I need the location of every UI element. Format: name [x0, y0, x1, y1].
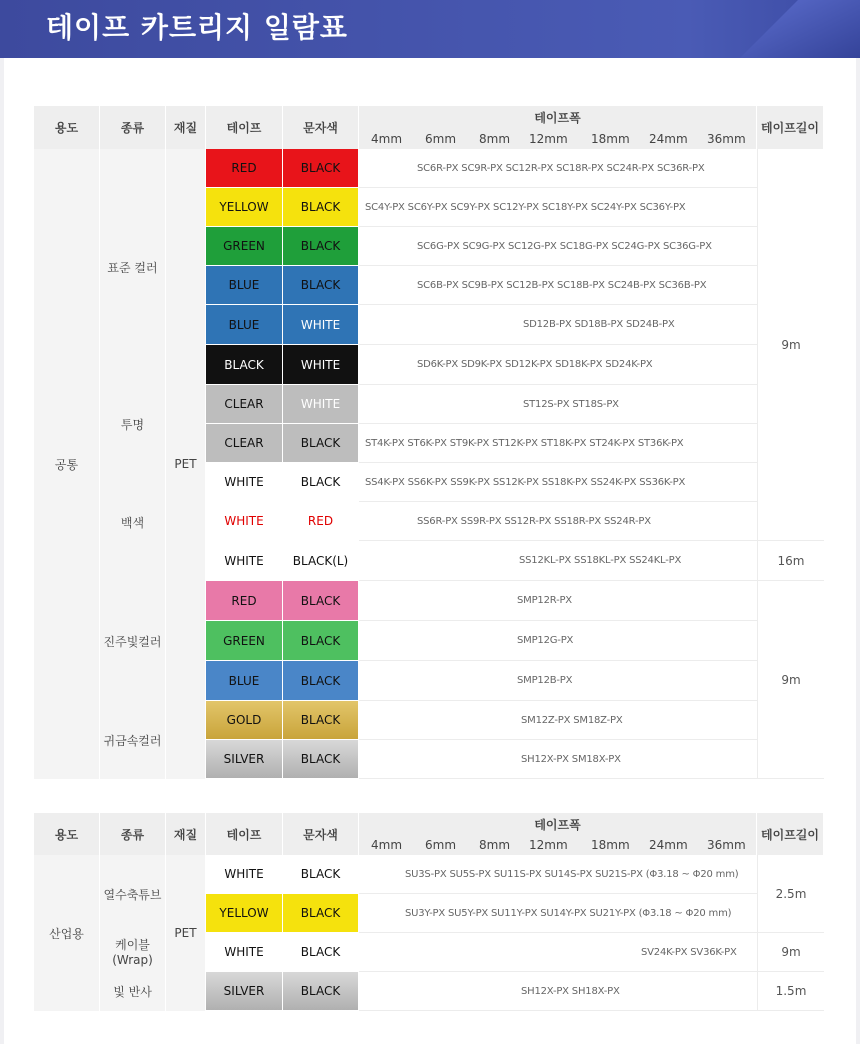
- width-6mm: 6mm: [425, 838, 457, 852]
- width-36mm: 36mm: [707, 131, 746, 146]
- header-tape-width: 테이프폭: [359, 106, 757, 128]
- model-codes: SV24K-PX SV36K-PX: [359, 933, 757, 972]
- usage-industrial: 산업용: [34, 855, 100, 1011]
- tape-swatch: WHITE: [206, 933, 283, 972]
- tape-swatch: BLACK: [206, 345, 283, 385]
- header-usage: 용도: [34, 106, 100, 149]
- width-4mm: 4mm: [371, 131, 403, 146]
- text-color-swatch: WHITE: [283, 385, 359, 424]
- model-codes: SH12X-PX SM18X-PX: [359, 740, 757, 779]
- tape-swatch: WHITE: [206, 541, 283, 581]
- text-color-swatch: BLACK: [283, 149, 359, 188]
- tape-swatch: SILVER: [206, 740, 283, 779]
- text-color-swatch: BLACK: [283, 972, 359, 1011]
- header-tape: 테이프: [206, 106, 283, 149]
- model-codes: SU3Y-PX SU5Y-PX SU11Y-PX SU14Y-PX SU21Y-PX (Φ3.18 ~ Φ20 mm): [359, 894, 757, 933]
- tape-swatch: BLUE: [206, 266, 283, 305]
- tape-table-industrial: [34, 813, 824, 1011]
- text-color-swatch: BLACK: [283, 894, 359, 933]
- tape-swatch: GOLD: [206, 701, 283, 740]
- tape-swatch: YELLOW: [206, 188, 283, 227]
- text-color-swatch: BLACK: [283, 227, 359, 266]
- header-material: 재질: [166, 813, 206, 855]
- tape-swatch: BLUE: [206, 305, 283, 345]
- model-codes: SC6B-PX SC9B-PX SC12B-PX SC18B-PX SC24B-PX SC36B-PX: [359, 266, 757, 305]
- tape-swatch: CLEAR: [206, 385, 283, 424]
- model-codes: SS4K-PX SS6K-PX SS9K-PX SS12K-PX SS18K-PX SS24K-PX SS36K-PX: [359, 463, 757, 502]
- width-24mm: 24mm: [649, 838, 688, 852]
- tape-length: 2.5m: [757, 855, 824, 933]
- tape-length: 1.5m: [757, 972, 824, 1011]
- tape-swatch: RED: [206, 149, 283, 188]
- header-tape-width: 테이프폭: [359, 813, 757, 835]
- page-title: 테이프 카트리지 일람표: [46, 11, 348, 44]
- model-codes: SMP12G-PX: [359, 621, 757, 661]
- header-widths: [359, 128, 757, 149]
- model-codes: SC6G-PX SC9G-PX SC12G-PX SC18G-PX SC24G-PX SC36G-PX: [359, 227, 757, 266]
- header-type: 종류: [100, 813, 166, 855]
- header-usage: 용도: [34, 813, 100, 855]
- tape-swatch: SILVER: [206, 972, 283, 1011]
- model-codes: SMP12B-PX: [359, 661, 757, 701]
- text-color-swatch: BLACK: [283, 933, 359, 972]
- tape-swatch: RED: [206, 581, 283, 621]
- model-codes: SC4Y-PX SC6Y-PX SC9Y-PX SC12Y-PX SC18Y-PX SC24Y-PX SC36Y-PX: [359, 188, 757, 227]
- model-codes: SMP12R-PX: [359, 581, 757, 621]
- header-type: 종류: [100, 106, 166, 149]
- model-codes: SS6R-PX SS9R-PX SS12R-PX SS18R-PX SS24R-PX: [359, 502, 757, 541]
- width-12mm: 12mm: [529, 131, 568, 146]
- tape-swatch: WHITE: [206, 502, 283, 541]
- text-color-swatch: BLACK: [283, 463, 359, 502]
- model-codes: SS12KL-PX SS18KL-PX SS24KL-PX: [359, 541, 757, 581]
- text-color-swatch: BLACK: [283, 661, 359, 701]
- tape-swatch: WHITE: [206, 463, 283, 502]
- text-color-swatch: BLACK: [283, 188, 359, 227]
- group-pearl-color: 진주빛컬러: [100, 581, 166, 701]
- header-text-color: 문자색: [283, 106, 359, 149]
- text-color-swatch: BLACK: [283, 424, 359, 463]
- text-color-swatch: WHITE: [283, 345, 359, 385]
- model-codes: SC6R-PX SC9R-PX SC12R-PX SC18R-PX SC24R-PX SC36R-PX: [359, 149, 757, 188]
- tape-swatch: GREEN: [206, 227, 283, 266]
- tape-swatch: BLUE: [206, 661, 283, 701]
- width-8mm: 8mm: [479, 838, 511, 852]
- text-color-swatch: BLACK: [283, 266, 359, 305]
- header-widths: [359, 835, 757, 855]
- group-cable-sub-label: (Wrap): [112, 952, 153, 967]
- width-4mm: 4mm: [371, 838, 403, 852]
- width-8mm: 8mm: [479, 131, 511, 146]
- model-codes: SU3S-PX SU5S-PX SU11S-PX SU14S-PX SU21S-PX (Φ3.18 ~ Φ20 mm): [359, 855, 757, 894]
- width-24mm: 24mm: [649, 131, 688, 146]
- tape-swatch: GREEN: [206, 621, 283, 661]
- group-metal-color: 귀금속컬러: [100, 701, 166, 779]
- group-cable-label: 케이블: [115, 937, 150, 952]
- group-clear: 투명: [100, 385, 166, 463]
- material-pet: PET: [166, 149, 206, 779]
- group-heat-shrink-tube: 열수축튜브: [100, 855, 166, 933]
- model-codes: SD6K-PX SD9K-PX SD12K-PX SD18K-PX SD24K-PX: [359, 345, 757, 385]
- text-color-swatch: RED: [283, 502, 359, 541]
- width-18mm: 18mm: [591, 131, 630, 146]
- tape-swatch: WHITE: [206, 855, 283, 894]
- header-tape: 테이프: [206, 813, 283, 855]
- text-color-swatch: BLACK(L): [283, 541, 359, 581]
- text-color-swatch: WHITE: [283, 305, 359, 345]
- model-codes: SD12B-PX SD18B-PX SD24B-PX: [359, 305, 757, 345]
- header-tape-length: 테이프길이: [757, 106, 824, 149]
- header-material: 재질: [166, 106, 206, 149]
- width-6mm: 6mm: [425, 131, 457, 146]
- tape-length: 9m: [757, 581, 824, 779]
- model-codes: SM12Z-PX SM18Z-PX: [359, 701, 757, 740]
- usage-common: 공통: [34, 149, 100, 779]
- banner-corner-decoration: [720, 0, 860, 58]
- model-codes: ST4K-PX ST6K-PX ST9K-PX ST12K-PX ST18K-PX ST24K-PX ST36K-PX: [359, 424, 757, 463]
- text-color-swatch: BLACK: [283, 740, 359, 779]
- material-pet: PET: [166, 855, 206, 1011]
- group-cable-wrap: [100, 933, 166, 972]
- header-text-color: 문자색: [283, 813, 359, 855]
- text-color-swatch: BLACK: [283, 701, 359, 740]
- group-white: 백색: [100, 463, 166, 581]
- width-12mm: 12mm: [529, 838, 568, 852]
- width-18mm: 18mm: [591, 838, 630, 852]
- header-tape-length: 테이프길이: [757, 813, 824, 855]
- text-color-swatch: BLACK: [283, 621, 359, 661]
- tape-table-common: [34, 106, 824, 779]
- tape-length: 16m: [757, 541, 824, 581]
- title-banner: [0, 0, 860, 58]
- model-codes: SH12X-PX SH18X-PX: [359, 972, 757, 1011]
- tape-length: 9m: [757, 149, 824, 541]
- model-codes: ST12S-PX ST18S-PX: [359, 385, 757, 424]
- group-reflective: 빛 반사: [100, 972, 166, 1011]
- tape-length: 9m: [757, 933, 824, 972]
- tape-swatch: CLEAR: [206, 424, 283, 463]
- width-36mm: 36mm: [707, 838, 746, 852]
- tape-swatch: YELLOW: [206, 894, 283, 933]
- group-standard-color: 표준 컬러: [100, 149, 166, 385]
- text-color-swatch: BLACK: [283, 581, 359, 621]
- text-color-swatch: BLACK: [283, 855, 359, 894]
